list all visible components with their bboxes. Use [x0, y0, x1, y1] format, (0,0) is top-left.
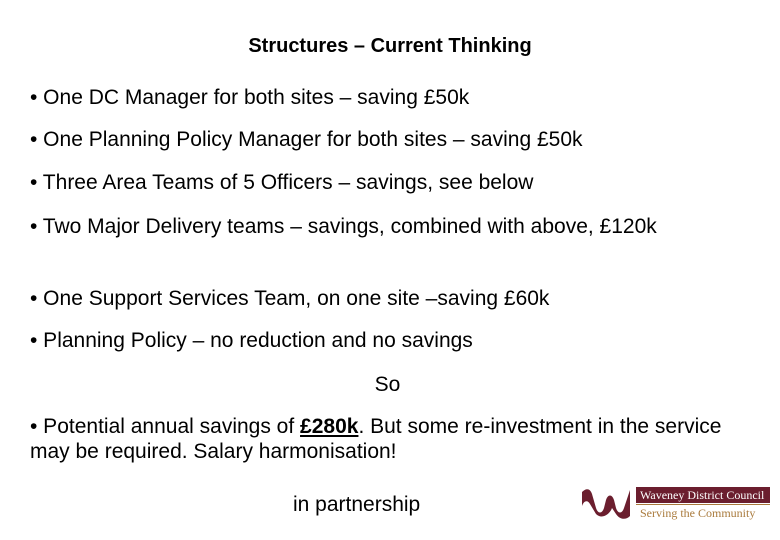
- savings-amount: £280k: [300, 415, 359, 438]
- council-logo-tagline: Serving the Community: [636, 504, 770, 520]
- partnership-text: in partnership: [293, 493, 421, 516]
- bullet-area-teams: • Three Area Teams of 5 Officers – savings, see below: [30, 171, 534, 194]
- bullet-planning-policy-manager: • One Planning Policy Manager for both sites – saving £50k: [30, 128, 583, 151]
- bullet-support-services: • One Support Services Team, on one site –saving £60k: [30, 287, 550, 310]
- council-logo-name: Waveney District Council: [636, 487, 770, 503]
- bullet-potential-savings: [30, 414, 760, 464]
- council-logo: [580, 486, 770, 520]
- council-logo-mark: [580, 486, 632, 520]
- savings-suffix: . But some re-investment in the service may be required. Salary harmonisation!: [30, 415, 722, 463]
- so-text: So: [374, 373, 401, 396]
- slide-title: Structures – Current Thinking: [248, 35, 532, 57]
- bullet-planning-policy: • Planning Policy – no reduction and no savings: [30, 329, 473, 352]
- bullet-dc-manager: • One DC Manager for both sites – saving £50k: [30, 86, 470, 109]
- bullet-major-delivery-teams: • Two Major Delivery teams – savings, combined with above, £120k: [30, 215, 657, 238]
- savings-prefix: • Potential annual savings of: [30, 415, 301, 438]
